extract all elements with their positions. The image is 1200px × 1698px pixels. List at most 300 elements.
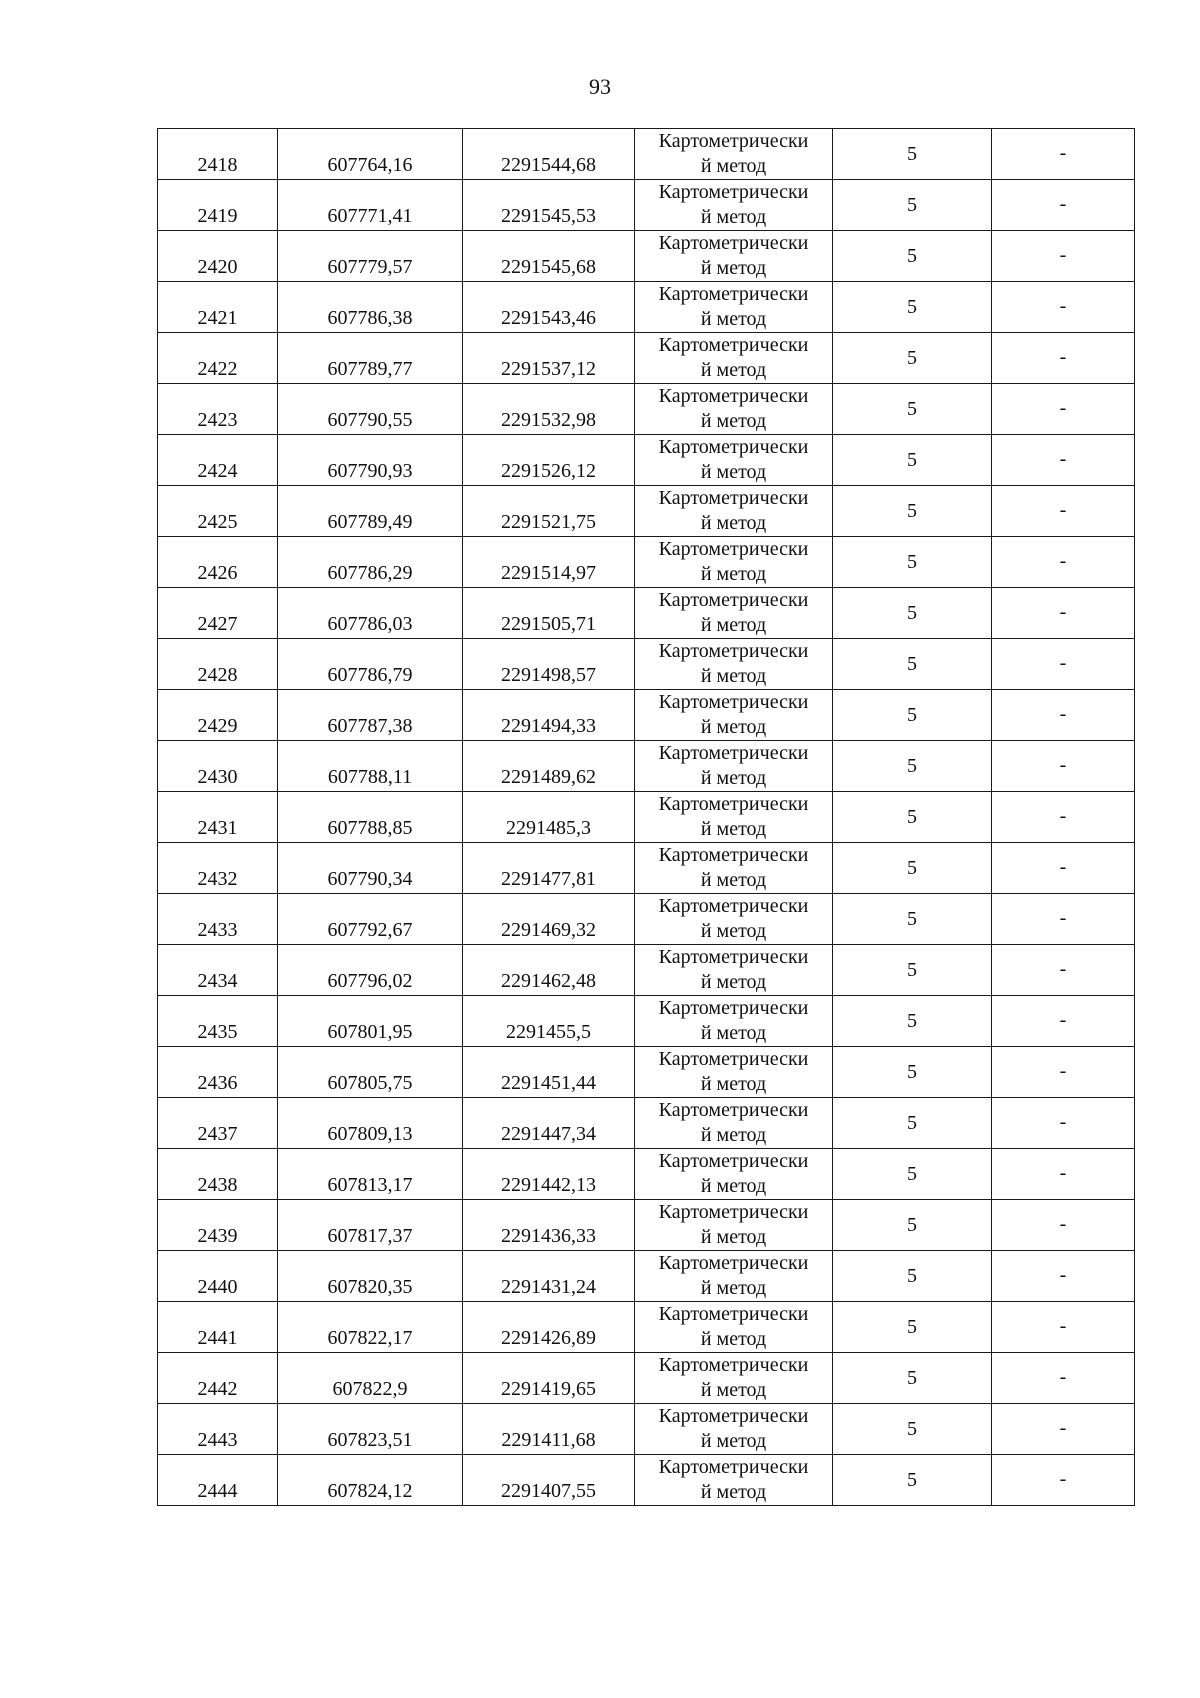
x-coordinate-cell bbox=[278, 1404, 463, 1455]
y-coordinate-cell bbox=[463, 486, 635, 537]
accuracy-text: 5 bbox=[907, 245, 917, 267]
point-number-cell bbox=[158, 792, 278, 843]
note-cell bbox=[992, 588, 1135, 639]
method-cell bbox=[635, 945, 833, 996]
coordinates-table-body bbox=[158, 129, 1135, 1506]
accuracy-text: 5 bbox=[907, 1367, 917, 1389]
point-number-text: 2444 bbox=[197, 1480, 238, 1502]
point-number-cell bbox=[158, 180, 278, 231]
method-cell bbox=[635, 741, 833, 792]
y-coordinate-text: 2291436,33 bbox=[501, 1225, 596, 1247]
accuracy-text: 5 bbox=[907, 602, 917, 624]
point-number-text: 2418 bbox=[197, 154, 238, 176]
x-coordinate-text: 607792,67 bbox=[327, 919, 413, 941]
note-text: - bbox=[1059, 1468, 1067, 1490]
accuracy-cell bbox=[833, 1149, 992, 1200]
point-number-cell bbox=[158, 996, 278, 1047]
x-coordinate-text: 607787,38 bbox=[327, 715, 413, 737]
table-row bbox=[158, 537, 1135, 588]
method-text: Картометрически й метод bbox=[658, 1048, 809, 1095]
table-row bbox=[158, 231, 1135, 282]
note-cell bbox=[992, 996, 1135, 1047]
method-text: Картометрически й метод bbox=[658, 181, 809, 228]
method-text: Картометрически й метод bbox=[658, 1252, 809, 1299]
y-coordinate-text: 2291489,62 bbox=[501, 766, 596, 788]
accuracy-cell bbox=[833, 741, 992, 792]
accuracy-cell bbox=[833, 639, 992, 690]
note-text: - bbox=[1059, 1111, 1067, 1133]
y-coordinate-text: 2291545,53 bbox=[501, 205, 596, 227]
method-cell bbox=[635, 384, 833, 435]
x-coordinate-text: 607779,57 bbox=[327, 256, 413, 278]
point-number-cell bbox=[158, 690, 278, 741]
y-coordinate-text: 2291544,68 bbox=[501, 154, 596, 176]
point-number-cell bbox=[158, 384, 278, 435]
y-coordinate-text: 2291407,55 bbox=[501, 1480, 596, 1502]
point-number-cell bbox=[158, 741, 278, 792]
accuracy-cell bbox=[833, 129, 992, 180]
point-number-text: 2441 bbox=[197, 1327, 238, 1349]
note-text: - bbox=[1059, 142, 1067, 164]
accuracy-cell bbox=[833, 537, 992, 588]
point-number-text: 2421 bbox=[197, 307, 238, 329]
x-coordinate-cell bbox=[278, 588, 463, 639]
method-cell bbox=[635, 282, 833, 333]
method-text: Картометрически й метод bbox=[658, 130, 809, 177]
x-coordinate-cell bbox=[278, 1098, 463, 1149]
point-number-text: 2419 bbox=[197, 205, 238, 227]
note-text: - bbox=[1059, 346, 1067, 368]
method-text: Картометрически й метод bbox=[658, 436, 809, 483]
accuracy-cell bbox=[833, 333, 992, 384]
note-cell bbox=[992, 690, 1135, 741]
table-row bbox=[158, 639, 1135, 690]
table-row bbox=[158, 282, 1135, 333]
method-cell bbox=[635, 1404, 833, 1455]
x-coordinate-text: 607790,55 bbox=[327, 409, 413, 431]
method-text: Картометрически й метод bbox=[658, 232, 809, 279]
point-number-text: 2437 bbox=[197, 1123, 238, 1145]
note-text: - bbox=[1059, 703, 1067, 725]
note-cell bbox=[992, 486, 1135, 537]
y-coordinate-cell bbox=[463, 180, 635, 231]
accuracy-text: 5 bbox=[907, 857, 917, 879]
x-coordinate-text: 607786,79 bbox=[327, 664, 413, 686]
point-number-text: 2432 bbox=[197, 868, 238, 890]
accuracy-text: 5 bbox=[907, 653, 917, 675]
y-coordinate-cell bbox=[463, 1353, 635, 1404]
accuracy-text: 5 bbox=[907, 1061, 917, 1083]
x-coordinate-cell bbox=[278, 639, 463, 690]
method-cell bbox=[635, 537, 833, 588]
y-coordinate-cell bbox=[463, 894, 635, 945]
method-text: Картометрически й метод bbox=[658, 895, 809, 942]
method-text: Картометрически й метод bbox=[658, 283, 809, 330]
point-number-text: 2434 bbox=[197, 970, 238, 992]
method-cell bbox=[635, 588, 833, 639]
y-coordinate-text: 2291498,57 bbox=[501, 664, 596, 686]
method-text: Картометрически й метод bbox=[658, 946, 809, 993]
method-cell bbox=[635, 690, 833, 741]
accuracy-cell bbox=[833, 1047, 992, 1098]
method-cell bbox=[635, 1047, 833, 1098]
accuracy-cell bbox=[833, 1353, 992, 1404]
note-text: - bbox=[1059, 856, 1067, 878]
point-number-text: 2440 bbox=[197, 1276, 238, 1298]
note-text: - bbox=[1059, 958, 1067, 980]
accuracy-text: 5 bbox=[907, 755, 917, 777]
method-cell bbox=[635, 843, 833, 894]
point-number-cell bbox=[158, 1302, 278, 1353]
x-coordinate-text: 607817,37 bbox=[327, 1225, 413, 1247]
x-coordinate-cell bbox=[278, 996, 463, 1047]
point-number-cell bbox=[158, 333, 278, 384]
y-coordinate-cell bbox=[463, 129, 635, 180]
x-coordinate-text: 607822,17 bbox=[327, 1327, 413, 1349]
x-coordinate-cell bbox=[278, 180, 463, 231]
note-text: - bbox=[1059, 601, 1067, 623]
note-text: - bbox=[1059, 1366, 1067, 1388]
note-cell bbox=[992, 180, 1135, 231]
method-text: Картометрически й метод bbox=[658, 1354, 809, 1401]
y-coordinate-cell bbox=[463, 1200, 635, 1251]
table-row bbox=[158, 1098, 1135, 1149]
note-text: - bbox=[1059, 193, 1067, 215]
x-coordinate-cell bbox=[278, 129, 463, 180]
point-number-cell bbox=[158, 1251, 278, 1302]
method-text: Картометрически й метод bbox=[658, 487, 809, 534]
y-coordinate-text: 2291545,68 bbox=[501, 256, 596, 278]
y-coordinate-text: 2291451,44 bbox=[501, 1072, 596, 1094]
y-coordinate-cell bbox=[463, 843, 635, 894]
y-coordinate-text: 2291485,3 bbox=[506, 817, 591, 839]
accuracy-cell bbox=[833, 231, 992, 282]
accuracy-cell bbox=[833, 792, 992, 843]
y-coordinate-cell bbox=[463, 1149, 635, 1200]
accuracy-cell bbox=[833, 843, 992, 894]
y-coordinate-cell bbox=[463, 1404, 635, 1455]
note-cell bbox=[992, 1047, 1135, 1098]
method-cell bbox=[635, 1098, 833, 1149]
accuracy-text: 5 bbox=[907, 908, 917, 930]
x-coordinate-cell bbox=[278, 333, 463, 384]
table-row bbox=[158, 792, 1135, 843]
y-coordinate-cell bbox=[463, 1455, 635, 1506]
x-coordinate-text: 607805,75 bbox=[327, 1072, 413, 1094]
table-row bbox=[158, 945, 1135, 996]
method-text: Картометрически й метод bbox=[658, 640, 809, 687]
y-coordinate-cell bbox=[463, 1251, 635, 1302]
note-cell bbox=[992, 843, 1135, 894]
method-text: Картометрически й метод bbox=[658, 589, 809, 636]
accuracy-cell bbox=[833, 1404, 992, 1455]
method-text: Картометрически й метод bbox=[658, 1099, 809, 1146]
note-cell bbox=[992, 1200, 1135, 1251]
x-coordinate-cell bbox=[278, 894, 463, 945]
note-cell bbox=[992, 282, 1135, 333]
x-coordinate-cell bbox=[278, 1353, 463, 1404]
point-number-cell bbox=[158, 1404, 278, 1455]
y-coordinate-text: 2291469,32 bbox=[501, 919, 596, 941]
x-coordinate-cell bbox=[278, 792, 463, 843]
x-coordinate-cell bbox=[278, 384, 463, 435]
accuracy-cell bbox=[833, 1302, 992, 1353]
note-cell bbox=[992, 435, 1135, 486]
method-cell bbox=[635, 639, 833, 690]
x-coordinate-cell bbox=[278, 945, 463, 996]
x-coordinate-text: 607824,12 bbox=[327, 1480, 413, 1502]
accuracy-cell bbox=[833, 690, 992, 741]
note-text: - bbox=[1059, 1213, 1067, 1235]
y-coordinate-text: 2291514,97 bbox=[501, 562, 596, 584]
method-text: Картометрически й метод bbox=[658, 742, 809, 789]
note-cell bbox=[992, 1302, 1135, 1353]
method-cell bbox=[635, 1455, 833, 1506]
accuracy-cell bbox=[833, 1098, 992, 1149]
table-row bbox=[158, 129, 1135, 180]
point-number-cell bbox=[158, 435, 278, 486]
x-coordinate-text: 607789,77 bbox=[327, 358, 413, 380]
method-text: Картометрически й метод bbox=[658, 844, 809, 891]
x-coordinate-text: 607790,34 bbox=[327, 868, 413, 890]
note-cell bbox=[992, 231, 1135, 282]
y-coordinate-cell bbox=[463, 537, 635, 588]
accuracy-text: 5 bbox=[907, 500, 917, 522]
x-coordinate-text: 607786,29 bbox=[327, 562, 413, 584]
note-text: - bbox=[1059, 1315, 1067, 1337]
point-number-text: 2443 bbox=[197, 1429, 238, 1451]
method-text: Картометрически й метод bbox=[658, 538, 809, 585]
method-text: Картометрически й метод bbox=[658, 334, 809, 381]
x-coordinate-text: 607789,49 bbox=[327, 511, 413, 533]
method-cell bbox=[635, 435, 833, 486]
method-text: Картометрически й метод bbox=[658, 1405, 809, 1452]
point-number-text: 2431 bbox=[197, 817, 238, 839]
accuracy-cell bbox=[833, 894, 992, 945]
point-number-text: 2435 bbox=[197, 1021, 238, 1043]
coordinates-table bbox=[157, 128, 1135, 1506]
table-row bbox=[158, 588, 1135, 639]
point-number-text: 2436 bbox=[197, 1072, 238, 1094]
note-text: - bbox=[1059, 1009, 1067, 1031]
method-cell bbox=[635, 1149, 833, 1200]
method-cell bbox=[635, 486, 833, 537]
x-coordinate-text: 607788,85 bbox=[327, 817, 413, 839]
x-coordinate-cell bbox=[278, 537, 463, 588]
accuracy-cell bbox=[833, 588, 992, 639]
y-coordinate-text: 2291455,5 bbox=[506, 1021, 591, 1043]
method-cell bbox=[635, 1200, 833, 1251]
method-text: Картометрически й метод bbox=[658, 691, 809, 738]
point-number-text: 2425 bbox=[197, 511, 238, 533]
x-coordinate-cell bbox=[278, 282, 463, 333]
point-number-text: 2429 bbox=[197, 715, 238, 737]
note-cell bbox=[992, 1353, 1135, 1404]
point-number-text: 2430 bbox=[197, 766, 238, 788]
y-coordinate-cell bbox=[463, 435, 635, 486]
point-number-text: 2427 bbox=[197, 613, 238, 635]
x-coordinate-cell bbox=[278, 1047, 463, 1098]
x-coordinate-text: 607764,16 bbox=[327, 154, 413, 176]
y-coordinate-text: 2291431,24 bbox=[501, 1276, 596, 1298]
x-coordinate-text: 607809,13 bbox=[327, 1123, 413, 1145]
note-cell bbox=[992, 639, 1135, 690]
table-row bbox=[158, 384, 1135, 435]
y-coordinate-text: 2291537,12 bbox=[501, 358, 596, 380]
note-cell bbox=[992, 1098, 1135, 1149]
point-number-text: 2426 bbox=[197, 562, 238, 584]
note-text: - bbox=[1059, 448, 1067, 470]
y-coordinate-cell bbox=[463, 384, 635, 435]
accuracy-cell bbox=[833, 1200, 992, 1251]
x-coordinate-text: 607801,95 bbox=[327, 1021, 413, 1043]
y-coordinate-cell bbox=[463, 231, 635, 282]
note-cell bbox=[992, 129, 1135, 180]
table-row bbox=[158, 1251, 1135, 1302]
accuracy-text: 5 bbox=[907, 347, 917, 369]
note-cell bbox=[992, 1455, 1135, 1506]
x-coordinate-cell bbox=[278, 1149, 463, 1200]
method-cell bbox=[635, 792, 833, 843]
page-number: 93 bbox=[589, 74, 611, 99]
note-cell bbox=[992, 894, 1135, 945]
y-coordinate-text: 2291447,34 bbox=[501, 1123, 596, 1145]
note-text: - bbox=[1059, 652, 1067, 674]
accuracy-text: 5 bbox=[907, 1010, 917, 1032]
y-coordinate-text: 2291462,48 bbox=[501, 970, 596, 992]
note-text: - bbox=[1059, 295, 1067, 317]
y-coordinate-cell bbox=[463, 639, 635, 690]
point-number-text: 2442 bbox=[197, 1378, 238, 1400]
x-coordinate-text: 607820,35 bbox=[327, 1276, 413, 1298]
method-cell bbox=[635, 129, 833, 180]
note-text: - bbox=[1059, 397, 1067, 419]
method-cell bbox=[635, 180, 833, 231]
accuracy-cell bbox=[833, 1455, 992, 1506]
accuracy-text: 5 bbox=[907, 1265, 917, 1287]
x-coordinate-cell bbox=[278, 741, 463, 792]
note-cell bbox=[992, 537, 1135, 588]
point-number-cell bbox=[158, 129, 278, 180]
table-row bbox=[158, 486, 1135, 537]
accuracy-text: 5 bbox=[907, 1214, 917, 1236]
point-number-cell bbox=[158, 1200, 278, 1251]
note-cell bbox=[992, 792, 1135, 843]
y-coordinate-cell bbox=[463, 996, 635, 1047]
point-number-cell bbox=[158, 639, 278, 690]
point-number-cell bbox=[158, 843, 278, 894]
table-row bbox=[158, 180, 1135, 231]
accuracy-cell bbox=[833, 945, 992, 996]
y-coordinate-cell bbox=[463, 741, 635, 792]
accuracy-text: 5 bbox=[907, 806, 917, 828]
accuracy-text: 5 bbox=[907, 1163, 917, 1185]
note-text: - bbox=[1059, 1060, 1067, 1082]
table-row bbox=[158, 333, 1135, 384]
point-number-cell bbox=[158, 1047, 278, 1098]
method-text: Картометрически й метод bbox=[658, 1456, 809, 1503]
accuracy-cell bbox=[833, 180, 992, 231]
y-coordinate-cell bbox=[463, 1302, 635, 1353]
method-cell bbox=[635, 1353, 833, 1404]
table-row bbox=[158, 1149, 1135, 1200]
accuracy-text: 5 bbox=[907, 1469, 917, 1491]
x-coordinate-cell bbox=[278, 1200, 463, 1251]
note-text: - bbox=[1059, 550, 1067, 572]
table-row bbox=[158, 1302, 1135, 1353]
accuracy-text: 5 bbox=[907, 959, 917, 981]
accuracy-text: 5 bbox=[907, 1112, 917, 1134]
accuracy-cell bbox=[833, 435, 992, 486]
point-number-text: 2428 bbox=[197, 664, 238, 686]
point-number-cell bbox=[158, 588, 278, 639]
method-cell bbox=[635, 231, 833, 282]
y-coordinate-cell bbox=[463, 588, 635, 639]
accuracy-cell bbox=[833, 996, 992, 1047]
note-cell bbox=[992, 741, 1135, 792]
table-row bbox=[158, 1353, 1135, 1404]
note-cell bbox=[992, 1251, 1135, 1302]
point-number-cell bbox=[158, 1353, 278, 1404]
x-coordinate-text: 607790,93 bbox=[327, 460, 413, 482]
y-coordinate-cell bbox=[463, 690, 635, 741]
table-row bbox=[158, 1047, 1135, 1098]
table-row bbox=[158, 1455, 1135, 1506]
x-coordinate-cell bbox=[278, 486, 463, 537]
y-coordinate-text: 2291532,98 bbox=[501, 409, 596, 431]
y-coordinate-text: 2291494,33 bbox=[501, 715, 596, 737]
note-cell bbox=[992, 1404, 1135, 1455]
x-coordinate-text: 607788,11 bbox=[327, 766, 413, 788]
note-cell bbox=[992, 945, 1135, 996]
table-row bbox=[158, 894, 1135, 945]
accuracy-text: 5 bbox=[907, 1418, 917, 1440]
method-text: Картометрически й метод bbox=[658, 1303, 809, 1350]
table-row bbox=[158, 996, 1135, 1047]
y-coordinate-cell bbox=[463, 1047, 635, 1098]
table-row bbox=[158, 1404, 1135, 1455]
accuracy-text: 5 bbox=[907, 194, 917, 216]
x-coordinate-text: 607786,38 bbox=[327, 307, 413, 329]
method-cell bbox=[635, 1302, 833, 1353]
accuracy-text: 5 bbox=[907, 551, 917, 573]
point-number-cell bbox=[158, 1098, 278, 1149]
table-row bbox=[158, 843, 1135, 894]
point-number-cell bbox=[158, 894, 278, 945]
x-coordinate-cell bbox=[278, 231, 463, 282]
note-text: - bbox=[1059, 1162, 1067, 1184]
x-coordinate-cell bbox=[278, 1251, 463, 1302]
point-number-text: 2433 bbox=[197, 919, 238, 941]
table-row bbox=[158, 1200, 1135, 1251]
point-number-cell bbox=[158, 1455, 278, 1506]
x-coordinate-text: 607786,03 bbox=[327, 613, 413, 635]
accuracy-text: 5 bbox=[907, 1316, 917, 1338]
y-coordinate-text: 2291521,75 bbox=[501, 511, 596, 533]
point-number-cell bbox=[158, 282, 278, 333]
accuracy-text: 5 bbox=[907, 704, 917, 726]
method-cell bbox=[635, 1251, 833, 1302]
y-coordinate-text: 2291426,89 bbox=[501, 1327, 596, 1349]
method-cell bbox=[635, 996, 833, 1047]
accuracy-cell bbox=[833, 384, 992, 435]
method-cell bbox=[635, 333, 833, 384]
point-number-text: 2439 bbox=[197, 1225, 238, 1247]
x-coordinate-cell bbox=[278, 1302, 463, 1353]
note-text: - bbox=[1059, 754, 1067, 776]
table-row bbox=[158, 741, 1135, 792]
x-coordinate-text: 607796,02 bbox=[327, 970, 413, 992]
